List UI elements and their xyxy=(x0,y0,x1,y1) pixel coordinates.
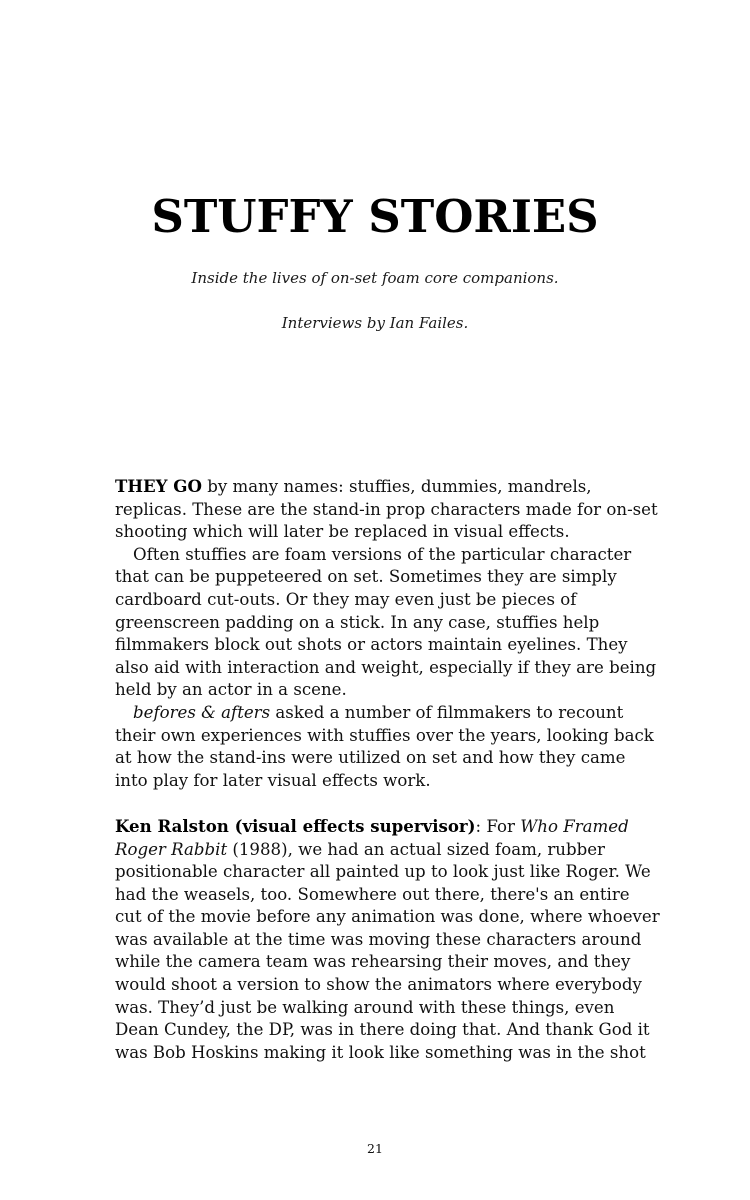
paragraph-text: Often stuffies are foam versions of the particular character that can be puppeteered on set. Sometimes they are simply cardboard cut-outs. Or they may even just be pieces of greenscreen padding on a stick. In any case, stuffies help filmmakers block out shots or actors maintain eyelines. They also aid with interaction and weight, especially if they are being held by an actor in a scene. xyxy=(115,544,657,700)
body-paragraph xyxy=(115,544,660,702)
speaker-colon: : For xyxy=(475,816,521,836)
body-paragraph xyxy=(115,702,660,792)
article-body xyxy=(115,475,660,1064)
intro-paragraph xyxy=(115,475,660,544)
interview-text: (1988), we had an actual sized foam, rubber positionable character all painted up to look just like Roger. We had the weasels, too. Somewhere out there, there's an entire cut of the movie before any animation was done, where whoever was available at the time was moving these characters around while the camera team was rehearsing their moves, and they would shoot a version to show the animators where everybody was. They’d just be walking around with these things, even Dean Cundey, the DP, was in there doing that. And thank God it was Bob Hoskins making it look like something was in the shot xyxy=(115,839,660,1062)
lead-in: THEY GO xyxy=(115,476,202,496)
interview-paragraph xyxy=(115,815,660,1065)
article-byline: Interviews by Ian Failes. xyxy=(281,314,469,332)
publication-name: befores & afters xyxy=(133,702,271,722)
intro-text: by many names: stuffies, dummies, mandrels, replicas. These are the stand-in prop characters made for on-set shooting which will later be replaced in visual effects. xyxy=(115,477,658,542)
page-number: 21 xyxy=(367,1141,383,1156)
article-title: STUFFY STORIES xyxy=(151,190,599,243)
article-subtitle: Inside the lives of on-set foam core companions. xyxy=(191,269,559,287)
speaker-name: Ken Ralston (visual effects supervisor) xyxy=(115,815,476,836)
film-title: Who Framed Roger Rabbit xyxy=(115,816,629,859)
paragraph-text: asked a number of filmmakers to recount their own experiences with stuffies over the years, looking back at how the stand-ins were utilized on set and how they came into play for later visual effects work. xyxy=(115,702,654,790)
